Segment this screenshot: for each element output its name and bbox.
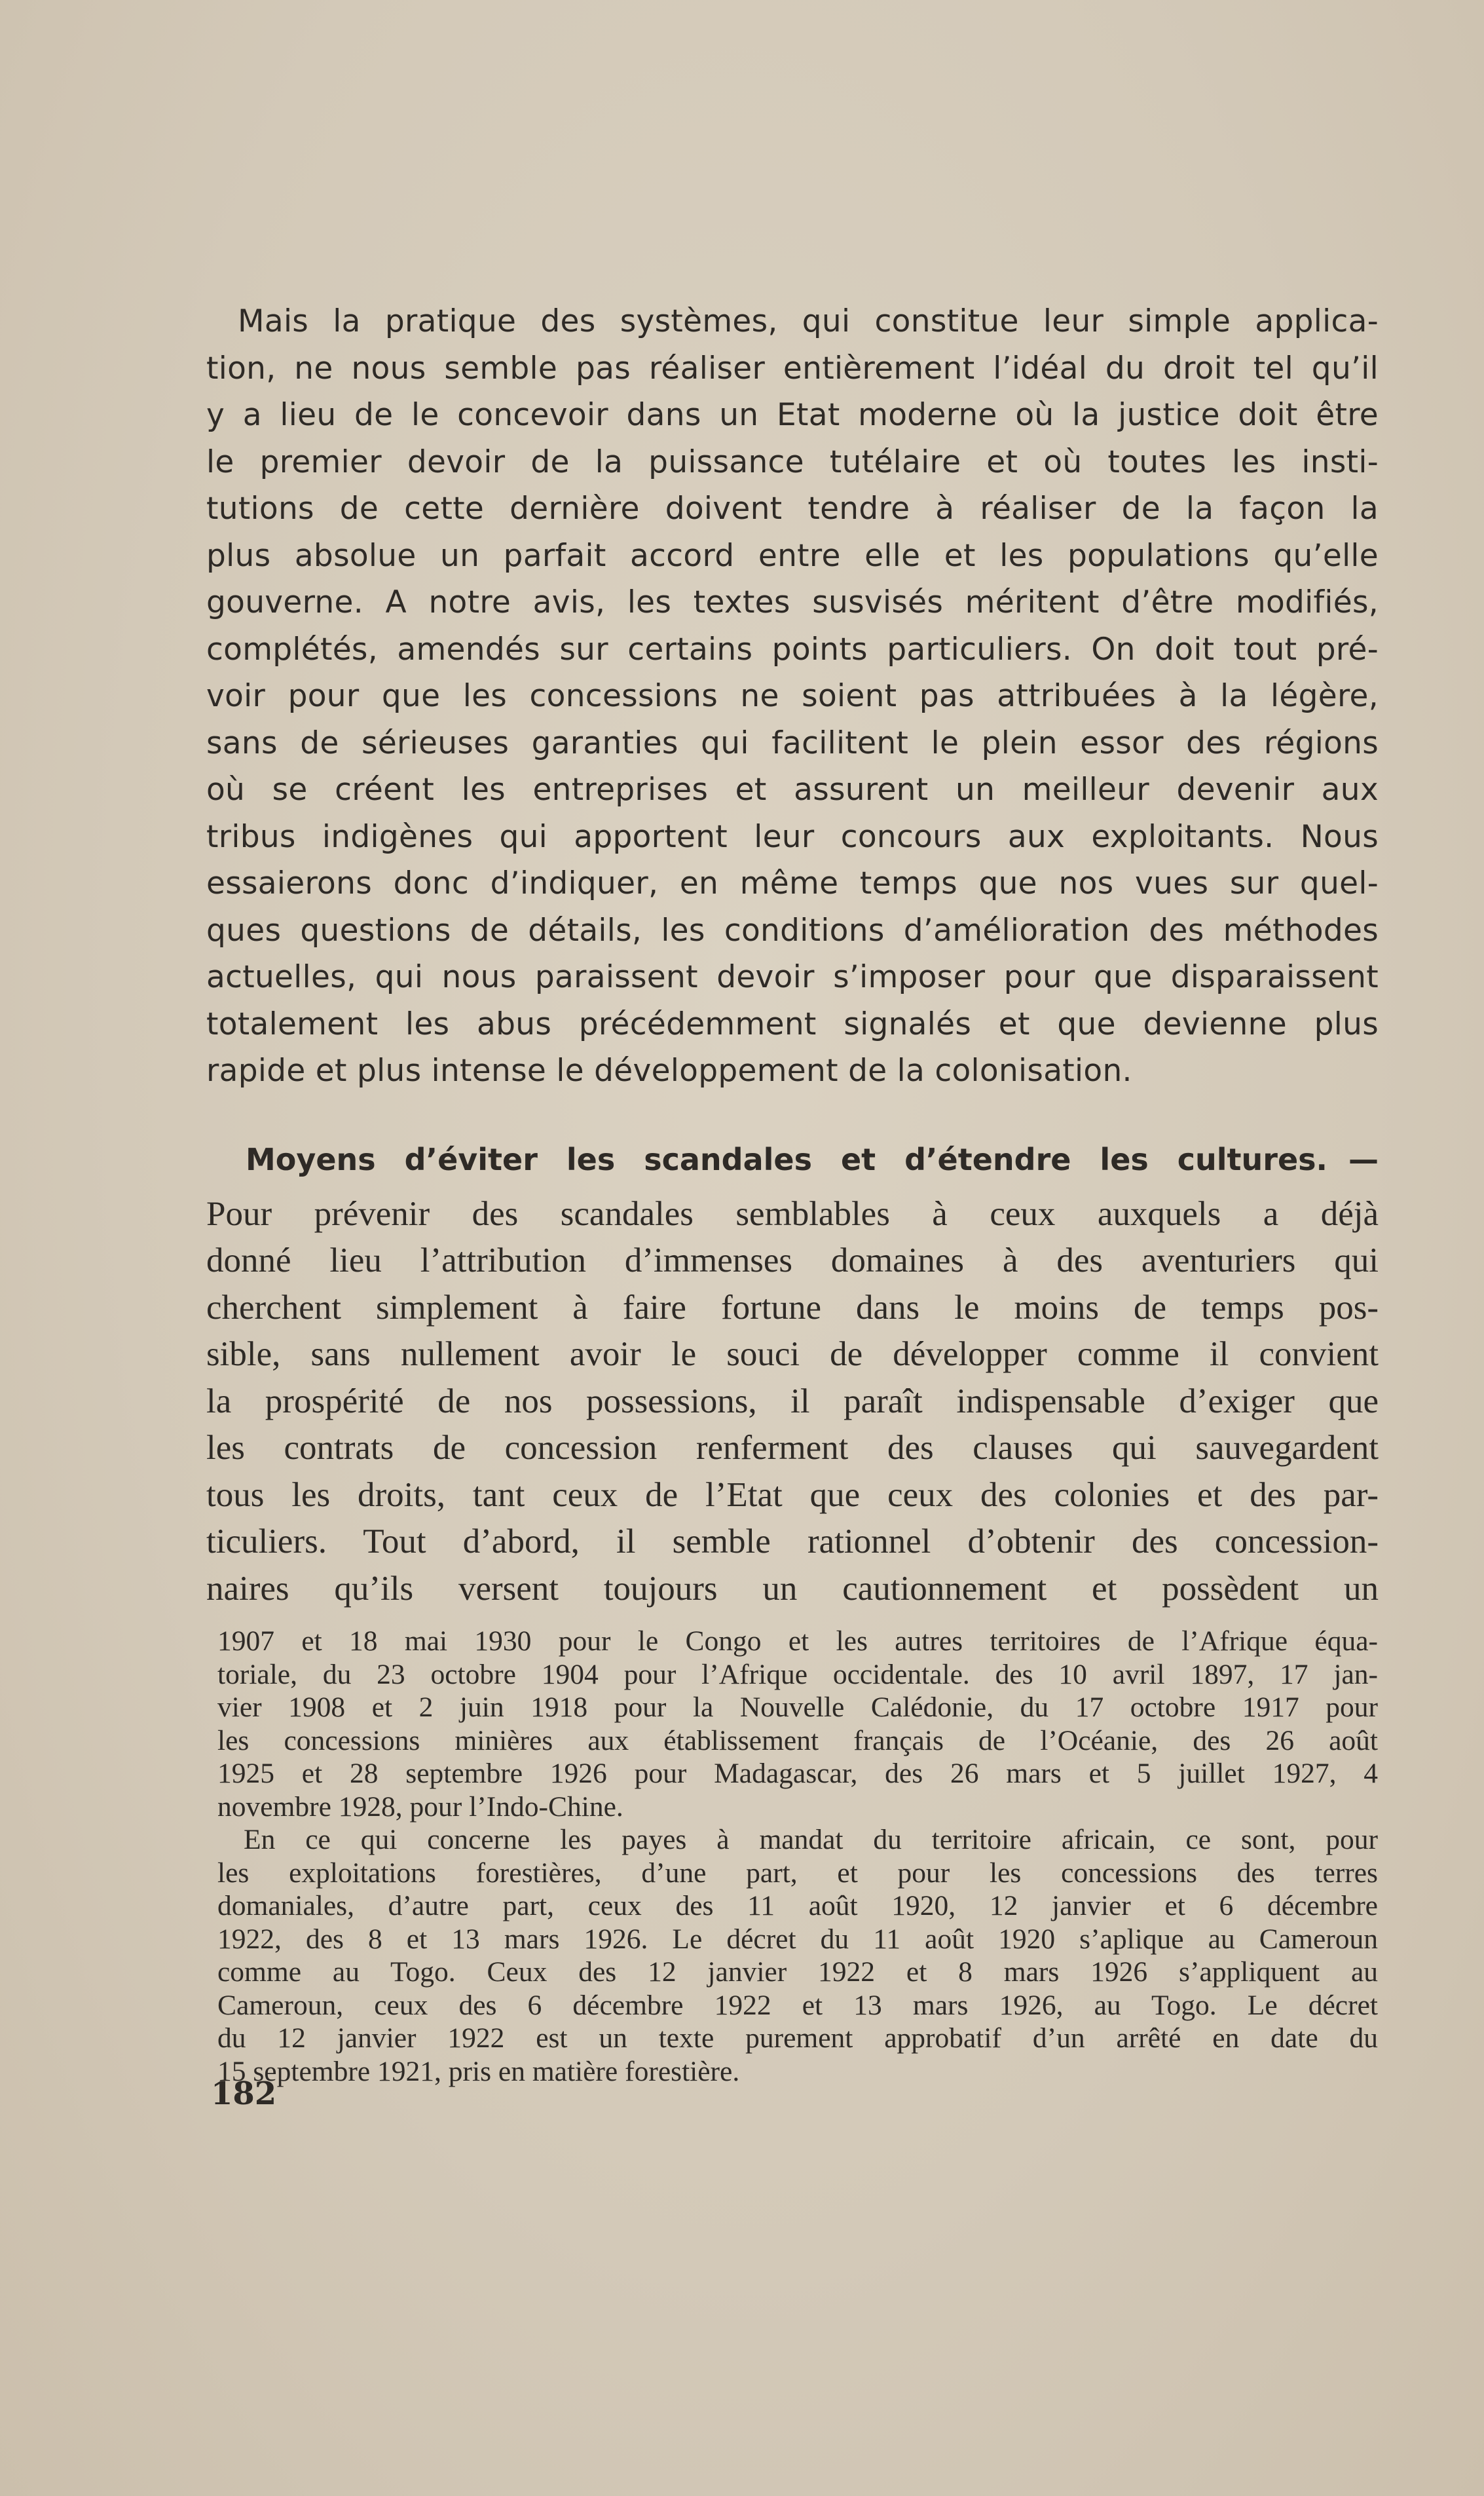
text-line: cherchent simplement à faire fortune dans le moins de temps pos- <box>206 1288 1379 1327</box>
text-line: Pour prévenir des scandales semblables à ceux auxquels a déjà <box>206 1194 1379 1233</box>
text-line: essaierons donc d’indiquer, en même temps que nos vues sur quel- <box>206 865 1379 901</box>
text-line: ques questions de détails, les conditions d’amélioration des méthodes <box>206 912 1379 949</box>
text-line: actuelles, qui nous paraissent devoir s’imposer pour que disparaissent <box>206 959 1379 995</box>
footnote-line: les exploitations forestières, d’une part, et pour les concessions des terres <box>217 1857 1378 1889</box>
text-line: où se créent les entreprises et assurent un meilleur devenir aux <box>206 772 1379 808</box>
footnote-line: En ce qui concerne les payes à mandat du territoire africain, ce sont, pour <box>244 1824 1378 1855</box>
text-line: sible, sans nullement avoir le souci de développer comme il convient <box>206 1335 1379 1373</box>
footnote-line: 15 septembre 1921, pris en matière forestière. <box>217 2055 740 2087</box>
text-line: totalement les abus précédemment signalés et que devienne plus <box>206 1006 1379 1042</box>
footnote-line: 1925 et 28 septembre 1926 pour Madagascar, des 26 mars et 5 juillet 1927, 4 <box>217 1758 1378 1789</box>
text-line: y a lieu de le concevoir dans un Etat moderne où la justice doit être <box>206 397 1379 433</box>
text-line: Mais la pratique des systèmes, qui constitue leur simple applica- <box>238 303 1379 339</box>
text-line: tion, ne nous semble pas réaliser entièrement l’idéal du droit tel qu’il <box>206 350 1379 387</box>
text-line: plus absolue un parfait accord entre elle et les populations qu’elle <box>206 537 1379 574</box>
text-line: tutions de cette dernière doivent tendre à réaliser de la façon la <box>206 491 1379 527</box>
footnotes <box>217 1625 1378 2088</box>
text-line: naires qu’ils versent toujours un cautionnement et possèdent un <box>206 1569 1379 1608</box>
text-line: ticuliers. Tout d’abord, il semble rationnel d’obtenir des concession- <box>206 1522 1379 1560</box>
text-line: rapide et plus intense le développement de la colonisation. <box>206 1053 1132 1089</box>
em-dash: — <box>1348 1142 1379 1177</box>
page-number: 182 <box>211 2075 277 2112</box>
footnote-line: vier 1908 et 2 juin 1918 pour la Nouvelle Calédonie, du 17 octobre 1917 pour <box>217 1692 1378 1723</box>
footnote-line: les concessions minières aux établissement français de l’Océanie, des 26 août <box>217 1724 1378 1756</box>
text-line: la prospérité de nos possessions, il paraît indispensable d’exiger que <box>206 1382 1379 1420</box>
footnote-line: 1922, des 8 et 13 mars 1926. Le décret du 11 août 1920 s’aplique au Cameroun <box>217 1923 1378 1955</box>
text-line: donné lieu l’attribution d’immenses domaines à des aventuriers qui <box>206 1241 1379 1279</box>
text-line: tribus indigènes qui apportent leur concours aux exploitants. Nous <box>206 818 1379 855</box>
footnote-line: novembre 1928, pour l’Indo-Chine. <box>217 1790 623 1823</box>
footnote-line: toriale, du 23 octobre 1904 pour l’Afrique occidentale. des 10 avril 1897, 17 jan- <box>217 1658 1378 1690</box>
paragraph-1 <box>206 298 1379 1095</box>
footnote-line: 1907 et 18 mai 1930 pour le Congo et les autres territoires de l’Afrique équa- <box>217 1625 1378 1657</box>
footnote-line: comme au Togo. Ceux des 12 janvier 1922 et 8 mars 1926 s’appliquent au <box>217 1956 1378 1988</box>
footnote-line: Cameroun, ceux des 6 décembre 1922 et 13 mars 1926, au Togo. Le décret <box>217 1989 1378 2021</box>
paragraph-2 <box>206 1137 1379 1612</box>
section-heading-line <box>206 1137 1379 1191</box>
footnote-line: domaniales, d’autre part, ceux des 11 août 1920, 12 janvier et 6 décembre <box>217 1890 1378 1921</box>
text-line: complétés, amendés sur certains points particuliers. On doit tout pré- <box>206 631 1379 668</box>
section-heading: Moyens d’éviter les scandales et d’étendre les cultures. <box>246 1142 1328 1177</box>
footnote-line: du 12 janvier 1922 est un texte purement approbatif d’un arrêté en date du <box>217 2022 1378 2054</box>
text-line: voir pour que les concessions ne soient pas attribuées à la légère, <box>206 678 1379 714</box>
text-line: gouverne. A notre avis, les textes susvisés méritent d’être modifiés, <box>206 584 1379 620</box>
text-line: tous les droits, tant ceux de l’Etat que ceux des colonies et des par- <box>206 1475 1379 1514</box>
text-line: le premier devoir de la puissance tutélaire et où toutes les insti- <box>206 444 1379 480</box>
text-line: sans de sérieuses garanties qui facilitent le plein essor des régions <box>206 725 1379 761</box>
paragraph-2-body <box>206 1191 1379 1613</box>
text-line: les contrats de concession renferment des clauses qui sauvegardent <box>206 1429 1379 1467</box>
